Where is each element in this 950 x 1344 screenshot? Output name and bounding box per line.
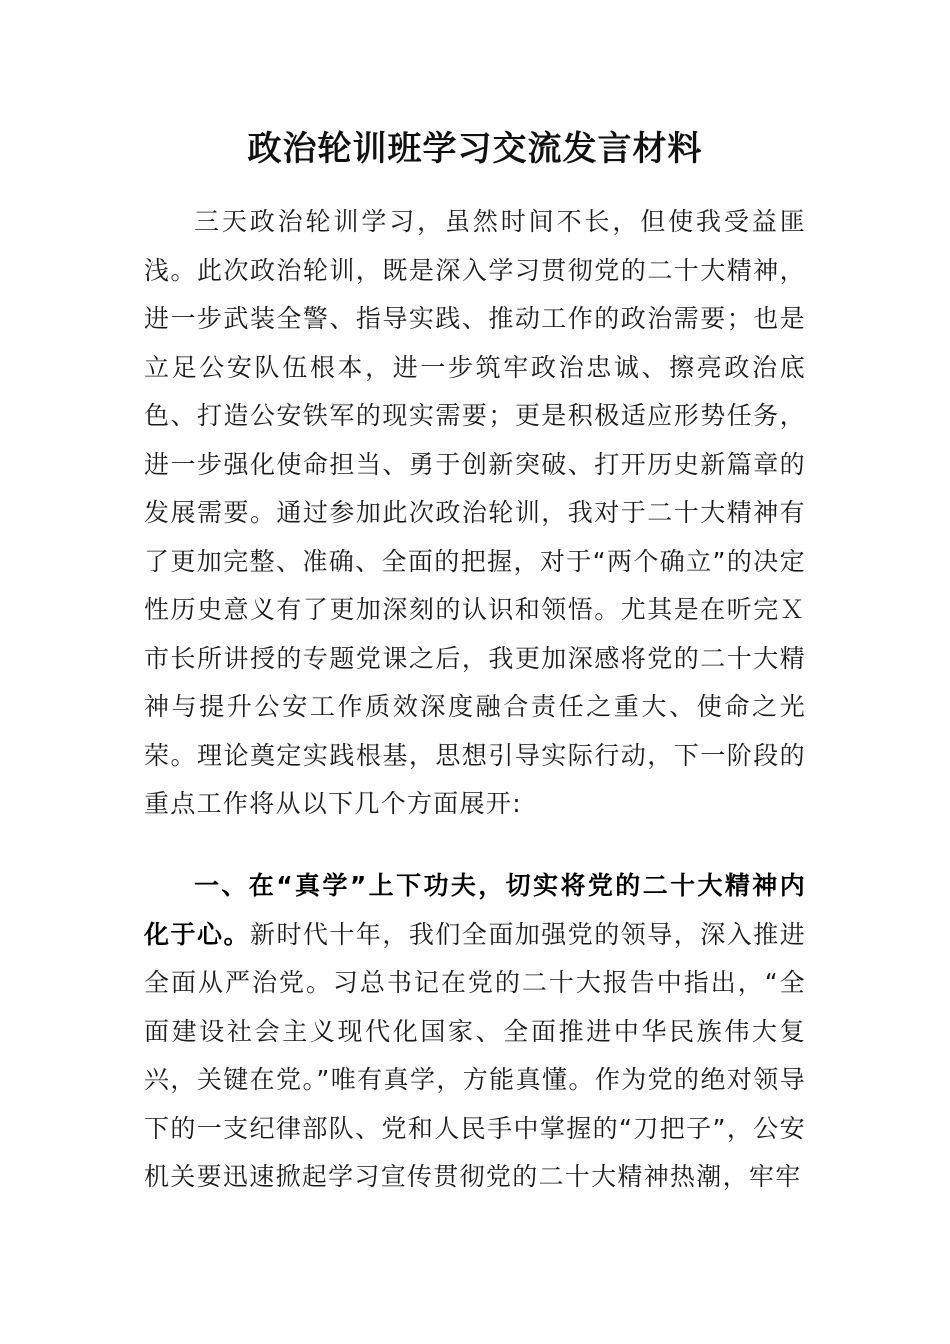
document-title: 政治轮训班学习交流发言材料 [247, 129, 703, 169]
section-1-heading: 一、在“真学”上下功夫，切实将党的二十大精神内化于心。 [144, 871, 806, 949]
section-1-body: 新时代十年，我们全面加强党的领导，深入推进全面从严治党。习总书记在党的二十大报告中指出，“全面建设社会主义现代化国家、全面推进中华民族伟大复兴，关键在党。”唯有真学，方能真懂。作为党的绝对领导下的一支纪律部队、党和人民手中掌握的“刀把子”，公安机关要迅速掀起学习宣传贯彻党的二十大精神热潮，牢牢 [144, 919, 806, 1191]
intro-paragraph: 三天政治轮训学习，虽然时间不长，但使我受益匪浅。此次政治轮训，既是深入学习贯彻党的二十大精神，进一步武装全警、指导实践、推动工作的政治需要；也是立足公安队伍根本，进一步筑牢政治忠诚、擦亮政治底色、打造公安铁军的现实需要；更是积极适应形势任务，进一步强化使命担当、勇于创新突破、打开历史新篇章的发展需要。通过参加此次政治轮训，我对于二十大精神有了更加完整、准确、全面的把握，对于“两个确立”的决定性历史意义有了更加深刻的认识和领悟。尤其是在听完Ｘ 市长所讲授的专题党课之后，我更加深感将党的二十大精神与提升公安工作质效深度融合责任之重大、使命之光荣。理论奠定实践根基，思想引导实际行动，下一阶段的重点工作将从以下几个方面展开: [144, 207, 806, 818]
section-1-paragraph [144, 862, 806, 1202]
